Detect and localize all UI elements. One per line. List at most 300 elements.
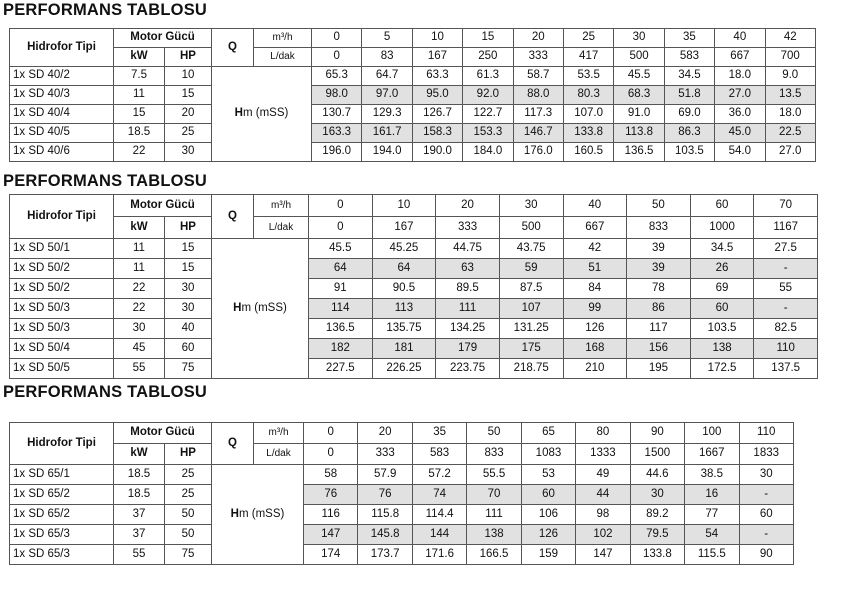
head-value-cell: 176.0 — [513, 143, 563, 162]
kw-cell: 15 — [114, 105, 165, 124]
hp-cell: 25 — [165, 485, 212, 505]
head-value-cell: 79.5 — [630, 525, 684, 545]
table-row — [10, 105, 816, 124]
flow-ldak-cell: 0 — [309, 217, 373, 239]
hp-cell: 30 — [165, 299, 212, 319]
table-row — [10, 505, 794, 525]
head-value-cell: 69.0 — [664, 105, 714, 124]
kw-cell: 18.5 — [114, 124, 165, 143]
head-value-cell: 44 — [576, 485, 630, 505]
head-value-cell: 136.5 — [309, 319, 373, 339]
head-value-cell: 153.3 — [463, 124, 513, 143]
head-value-cell: 82.5 — [754, 319, 818, 339]
header-hp: HP — [165, 444, 212, 465]
head-value-cell: 171.6 — [412, 545, 466, 565]
head-value-cell: 86.3 — [664, 124, 714, 143]
flow-m3h-cell: 20 — [436, 195, 500, 217]
hp-cell: 20 — [165, 105, 212, 124]
kw-cell: 7.5 — [114, 67, 165, 86]
hp-cell: 50 — [165, 525, 212, 545]
table-row — [10, 545, 794, 565]
head-value-cell: 51.8 — [664, 86, 714, 105]
kw-cell: 22 — [114, 279, 165, 299]
head-value-cell: 63 — [436, 259, 500, 279]
head-value-cell: 27.0 — [715, 86, 765, 105]
head-value-cell: 58.7 — [513, 67, 563, 86]
head-value-cell: 114 — [309, 299, 373, 319]
title-3: PERFORMANS TABLOSU — [3, 383, 208, 401]
head-value-cell: 89.5 — [436, 279, 500, 299]
head-value-cell: 26 — [690, 259, 754, 279]
flow-ldak-cell: 500 — [614, 48, 664, 67]
table-row — [10, 299, 818, 319]
model-cell: 1x SD 65/3 — [10, 525, 114, 545]
table-row — [10, 525, 794, 545]
flow-m3h-cell: 70 — [754, 195, 818, 217]
head-value-cell: 95.0 — [412, 86, 462, 105]
head-value-cell: 137.5 — [754, 359, 818, 379]
head-value-cell: 64 — [372, 259, 436, 279]
head-value-cell: 89.2 — [630, 505, 684, 525]
flow-m3h-cell: 30 — [614, 29, 664, 48]
flow-ldak-cell: 667 — [563, 217, 627, 239]
header-model: Hidrofor Tipi — [10, 29, 114, 67]
head-value-cell: 27.5 — [754, 239, 818, 259]
flow-m3h-cell: 0 — [312, 29, 362, 48]
head-value-cell: 163.3 — [312, 124, 362, 143]
head-value-cell: 138 — [467, 525, 521, 545]
head-value-cell: - — [739, 525, 793, 545]
kw-cell: 18.5 — [114, 465, 165, 485]
kw-cell: 22 — [114, 143, 165, 162]
flow-ldak-cell: 1000 — [690, 217, 754, 239]
head-value-cell: 39 — [627, 239, 691, 259]
table-row — [10, 86, 816, 105]
head-value-cell: 147 — [576, 545, 630, 565]
header-model: Hidrofor Tipi — [10, 423, 114, 465]
flow-ldak-cell: 83 — [362, 48, 412, 67]
table-row — [10, 143, 816, 162]
head-value-cell: 49 — [576, 465, 630, 485]
head-value-cell: 16 — [685, 485, 739, 505]
header-kw: kW — [114, 48, 165, 67]
performance-table-2 — [9, 194, 818, 379]
flow-m3h-cell: 20 — [513, 29, 563, 48]
head-value-cell: 13.5 — [765, 86, 815, 105]
flow-ldak-cell: 417 — [563, 48, 613, 67]
header-row-flow-ldak — [10, 217, 818, 239]
head-value-cell: 30 — [739, 465, 793, 485]
flow-m3h-cell: 0 — [309, 195, 373, 217]
table-row — [10, 124, 816, 143]
flow-ldak-cell: 1667 — [685, 444, 739, 465]
flow-m3h-cell: 80 — [576, 423, 630, 444]
head-value-cell: 68.3 — [614, 86, 664, 105]
kw-cell: 30 — [114, 319, 165, 339]
head-value-cell: 18.0 — [765, 105, 815, 124]
flow-m3h-cell: 50 — [627, 195, 691, 217]
head-value-cell: 111 — [467, 505, 521, 525]
head-value-cell: 133.8 — [563, 124, 613, 143]
head-value-cell: 107.0 — [563, 105, 613, 124]
head-value-cell: 57.2 — [412, 465, 466, 485]
head-value-cell: 90 — [739, 545, 793, 565]
header-q: Q — [212, 29, 254, 67]
kw-cell: 45 — [114, 339, 165, 359]
header-motor-power: Motor Gücü — [114, 423, 212, 444]
head-value-cell: 144 — [412, 525, 466, 545]
model-cell: 1x SD 50/1 — [10, 239, 114, 259]
head-value-cell: 182 — [309, 339, 373, 359]
head-label: Hm (mSS) — [212, 239, 309, 379]
head-value-cell: 59 — [499, 259, 563, 279]
head-value-cell: 174 — [304, 545, 358, 565]
head-value-cell: 117.3 — [513, 105, 563, 124]
head-value-cell: 135.75 — [372, 319, 436, 339]
head-value-cell: 145.8 — [358, 525, 412, 545]
table-row — [10, 239, 818, 259]
head-value-cell: 136.5 — [614, 143, 664, 162]
flow-m3h-cell: 60 — [690, 195, 754, 217]
flow-m3h-cell: 65 — [521, 423, 575, 444]
head-value-cell: 43.75 — [499, 239, 563, 259]
head-value-cell: 126 — [521, 525, 575, 545]
kw-cell: 55 — [114, 545, 165, 565]
kw-cell: 37 — [114, 505, 165, 525]
head-value-cell: 179 — [436, 339, 500, 359]
header-kw: kW — [114, 217, 165, 239]
head-value-cell: 42 — [563, 239, 627, 259]
flow-m3h-cell: 35 — [412, 423, 466, 444]
flow-m3h-cell: 10 — [372, 195, 436, 217]
head-value-cell: 122.7 — [463, 105, 513, 124]
model-cell: 1x SD 50/5 — [10, 359, 114, 379]
head-label-h: H — [234, 107, 243, 120]
kw-cell: 55 — [114, 359, 165, 379]
flow-m3h-cell: 30 — [499, 195, 563, 217]
head-value-cell: - — [754, 259, 818, 279]
head-value-cell: 76 — [358, 485, 412, 505]
head-value-cell: 36.0 — [715, 105, 765, 124]
header-q: Q — [212, 423, 254, 465]
model-cell: 1x SD 40/4 — [10, 105, 114, 124]
header-q: Q — [212, 195, 254, 239]
head-value-cell: 63.3 — [412, 67, 462, 86]
head-value-cell: 64.7 — [362, 67, 412, 86]
flow-ldak-cell: 700 — [765, 48, 815, 67]
head-value-cell: 90.5 — [372, 279, 436, 299]
table-row — [10, 359, 818, 379]
kw-cell: 22 — [114, 299, 165, 319]
head-value-cell: 88.0 — [513, 86, 563, 105]
hp-cell: 60 — [165, 339, 212, 359]
head-value-cell: 64 — [309, 259, 373, 279]
head-value-cell: 130.7 — [312, 105, 362, 124]
model-cell: 1x SD 40/6 — [10, 143, 114, 162]
head-value-cell: 166.5 — [467, 545, 521, 565]
model-cell: 1x SD 50/2 — [10, 259, 114, 279]
head-value-cell: 55.5 — [467, 465, 521, 485]
head-value-cell: 9.0 — [765, 67, 815, 86]
flow-ldak-cell: 833 — [627, 217, 691, 239]
model-cell: 1x SD 65/3 — [10, 545, 114, 565]
performance-table-3 — [9, 422, 794, 565]
flow-ldak-cell: 333 — [513, 48, 563, 67]
header-row-flow-ldak — [10, 48, 816, 67]
flow-ldak-cell: 167 — [372, 217, 436, 239]
flow-ldak-cell: 0 — [312, 48, 362, 67]
kw-cell: 37 — [114, 525, 165, 545]
flow-ldak-cell: 583 — [412, 444, 466, 465]
hp-cell: 50 — [165, 505, 212, 525]
head-label: Hm (mSS) — [212, 465, 304, 565]
head-value-cell: 30 — [630, 485, 684, 505]
head-value-cell: 103.5 — [664, 143, 714, 162]
head-value-cell: 44.75 — [436, 239, 500, 259]
flow-ldak-cell: 0 — [304, 444, 358, 465]
head-value-cell: 102 — [576, 525, 630, 545]
head-value-cell: 146.7 — [513, 124, 563, 143]
head-label-h: H — [230, 507, 239, 520]
flow-m3h-cell: 40 — [715, 29, 765, 48]
head-value-cell: 55 — [754, 279, 818, 299]
head-value-cell: 60 — [690, 299, 754, 319]
model-cell: 1x SD 40/5 — [10, 124, 114, 143]
head-value-cell: 18.0 — [715, 67, 765, 86]
hp-cell: 25 — [165, 465, 212, 485]
head-value-cell: 196.0 — [312, 143, 362, 162]
head-value-cell: 45.5 — [614, 67, 664, 86]
head-value-cell: 184.0 — [463, 143, 513, 162]
flow-ldak-cell: 1167 — [754, 217, 818, 239]
kw-cell: 11 — [114, 239, 165, 259]
head-value-cell: 22.5 — [765, 124, 815, 143]
flow-ldak-cell: 333 — [358, 444, 412, 465]
head-value-cell: 168 — [563, 339, 627, 359]
head-value-cell: 218.75 — [499, 359, 563, 379]
head-value-cell: 106 — [521, 505, 575, 525]
table-row — [10, 465, 794, 485]
head-value-cell: 134.25 — [436, 319, 500, 339]
head-value-cell: 53 — [521, 465, 575, 485]
hp-cell: 75 — [165, 359, 212, 379]
head-value-cell: 156 — [627, 339, 691, 359]
head-value-cell: 70 — [467, 485, 521, 505]
header-unit-ldak: L/dak — [254, 217, 309, 239]
header-unit-ldak: L/dak — [254, 48, 312, 67]
flow-m3h-cell: 42 — [765, 29, 815, 48]
head-value-cell: 84 — [563, 279, 627, 299]
model-cell: 1x SD 40/3 — [10, 86, 114, 105]
table-row — [10, 259, 818, 279]
flow-ldak-cell: 583 — [664, 48, 714, 67]
flow-ldak-cell: 333 — [436, 217, 500, 239]
header-hp: HP — [165, 217, 212, 239]
head-value-cell: 61.3 — [463, 67, 513, 86]
head-value-cell: 126.7 — [412, 105, 462, 124]
head-value-cell: 111 — [436, 299, 500, 319]
header-row-flow-m3h — [10, 423, 794, 444]
header-hp: HP — [165, 48, 212, 67]
head-value-cell: 53.5 — [563, 67, 613, 86]
head-value-cell: 77 — [685, 505, 739, 525]
head-value-cell: 54.0 — [715, 143, 765, 162]
head-value-cell: 117 — [627, 319, 691, 339]
header-unit-m3h: m³/h — [254, 29, 312, 48]
head-value-cell: 115.8 — [358, 505, 412, 525]
hp-cell: 75 — [165, 545, 212, 565]
head-label-h: H — [233, 301, 242, 314]
flow-m3h-cell: 5 — [362, 29, 412, 48]
head-value-cell: 116 — [304, 505, 358, 525]
head-value-cell: 138 — [690, 339, 754, 359]
hp-cell: 40 — [165, 319, 212, 339]
head-value-cell: 210 — [563, 359, 627, 379]
head-value-cell: 103.5 — [690, 319, 754, 339]
head-value-cell: 60 — [521, 485, 575, 505]
head-value-cell: 158.3 — [412, 124, 462, 143]
kw-cell: 18.5 — [114, 485, 165, 505]
hp-cell: 30 — [165, 279, 212, 299]
flow-m3h-cell: 40 — [563, 195, 627, 217]
head-value-cell: 87.5 — [499, 279, 563, 299]
table-row — [10, 279, 818, 299]
head-value-cell: 98.0 — [312, 86, 362, 105]
flow-ldak-cell: 1500 — [630, 444, 684, 465]
flow-m3h-cell: 90 — [630, 423, 684, 444]
model-cell: 1x SD 50/3 — [10, 319, 114, 339]
flow-m3h-cell: 10 — [412, 29, 462, 48]
head-value-cell: 226.25 — [372, 359, 436, 379]
model-cell: 1x SD 50/2 — [10, 279, 114, 299]
head-value-cell: 57.9 — [358, 465, 412, 485]
head-value-cell: 173.7 — [358, 545, 412, 565]
head-value-cell: 39 — [627, 259, 691, 279]
flow-ldak-cell: 1333 — [576, 444, 630, 465]
header-model: Hidrofor Tipi — [10, 195, 114, 239]
head-value-cell: 115.5 — [685, 545, 739, 565]
flow-ldak-cell: 667 — [715, 48, 765, 67]
header-unit-ldak: L/dak — [254, 444, 304, 465]
header-kw: kW — [114, 444, 165, 465]
head-value-cell: 99 — [563, 299, 627, 319]
head-value-cell: 78 — [627, 279, 691, 299]
table-row — [10, 319, 818, 339]
flow-ldak-cell: 250 — [463, 48, 513, 67]
header-row-flow-m3h — [10, 195, 818, 217]
head-value-cell: - — [754, 299, 818, 319]
head-value-cell: 107 — [499, 299, 563, 319]
flow-m3h-cell: 110 — [739, 423, 793, 444]
hp-cell: 25 — [165, 124, 212, 143]
head-value-cell: 74 — [412, 485, 466, 505]
hp-cell: 15 — [165, 239, 212, 259]
head-value-cell: 54 — [685, 525, 739, 545]
model-cell: 1x SD 65/2 — [10, 505, 114, 525]
head-value-cell: 92.0 — [463, 86, 513, 105]
flow-m3h-cell: 35 — [664, 29, 714, 48]
table-row — [10, 339, 818, 359]
head-value-cell: 91.0 — [614, 105, 664, 124]
head-value-cell: 160.5 — [563, 143, 613, 162]
head-value-cell: 129.3 — [362, 105, 412, 124]
table-row — [10, 485, 794, 505]
flow-m3h-cell: 50 — [467, 423, 521, 444]
title-1: PERFORMANS TABLOSU — [3, 1, 208, 19]
flow-ldak-cell: 1833 — [739, 444, 793, 465]
head-value-cell: 34.5 — [690, 239, 754, 259]
head-value-cell: 126 — [563, 319, 627, 339]
hp-cell: 15 — [165, 86, 212, 105]
header-motor-power: Motor Gücü — [114, 29, 212, 48]
head-value-cell: 110 — [754, 339, 818, 359]
head-value-cell: 161.7 — [362, 124, 412, 143]
flow-m3h-cell: 15 — [463, 29, 513, 48]
flow-m3h-cell: 25 — [563, 29, 613, 48]
model-cell: 1x SD 50/3 — [10, 299, 114, 319]
kw-cell: 11 — [114, 259, 165, 279]
head-value-cell: 38.5 — [685, 465, 739, 485]
head-value-cell: 65.3 — [312, 67, 362, 86]
head-value-cell: 58 — [304, 465, 358, 485]
flow-m3h-cell: 20 — [358, 423, 412, 444]
model-cell: 1x SD 65/2 — [10, 485, 114, 505]
head-label: Hm (mSS) — [212, 67, 312, 162]
head-value-cell: 172.5 — [690, 359, 754, 379]
table-row — [10, 67, 816, 86]
head-value-cell: 133.8 — [630, 545, 684, 565]
performance-table-1 — [9, 28, 816, 162]
head-value-cell: 147 — [304, 525, 358, 545]
head-value-cell: 175 — [499, 339, 563, 359]
head-value-cell: 113.8 — [614, 124, 664, 143]
head-value-cell: - — [739, 485, 793, 505]
title-2: PERFORMANS TABLOSU — [3, 172, 208, 190]
hp-cell: 30 — [165, 143, 212, 162]
head-value-cell: 181 — [372, 339, 436, 359]
head-value-cell: 114.4 — [412, 505, 466, 525]
head-value-cell: 91 — [309, 279, 373, 299]
head-value-cell: 45.5 — [309, 239, 373, 259]
hp-cell: 15 — [165, 259, 212, 279]
header-row-flow-ldak — [10, 444, 794, 465]
head-value-cell: 80.3 — [563, 86, 613, 105]
head-value-cell: 223.75 — [436, 359, 500, 379]
flow-ldak-cell: 167 — [412, 48, 462, 67]
header-unit-m3h: m³/h — [254, 195, 309, 217]
head-value-cell: 190.0 — [412, 143, 462, 162]
head-value-cell: 113 — [372, 299, 436, 319]
head-value-cell: 76 — [304, 485, 358, 505]
head-value-cell: 227.5 — [309, 359, 373, 379]
head-value-cell: 34.5 — [664, 67, 714, 86]
flow-m3h-cell: 100 — [685, 423, 739, 444]
header-row-flow-m3h — [10, 29, 816, 48]
flow-m3h-cell: 0 — [304, 423, 358, 444]
flow-ldak-cell: 1083 — [521, 444, 575, 465]
head-value-cell: 45.0 — [715, 124, 765, 143]
head-value-cell: 51 — [563, 259, 627, 279]
flow-ldak-cell: 500 — [499, 217, 563, 239]
head-value-cell: 194.0 — [362, 143, 412, 162]
head-value-cell: 45.25 — [372, 239, 436, 259]
kw-cell: 11 — [114, 86, 165, 105]
header-unit-m3h: m³/h — [254, 423, 304, 444]
head-value-cell: 195 — [627, 359, 691, 379]
model-cell: 1x SD 50/4 — [10, 339, 114, 359]
head-value-cell: 97.0 — [362, 86, 412, 105]
head-value-cell: 60 — [739, 505, 793, 525]
